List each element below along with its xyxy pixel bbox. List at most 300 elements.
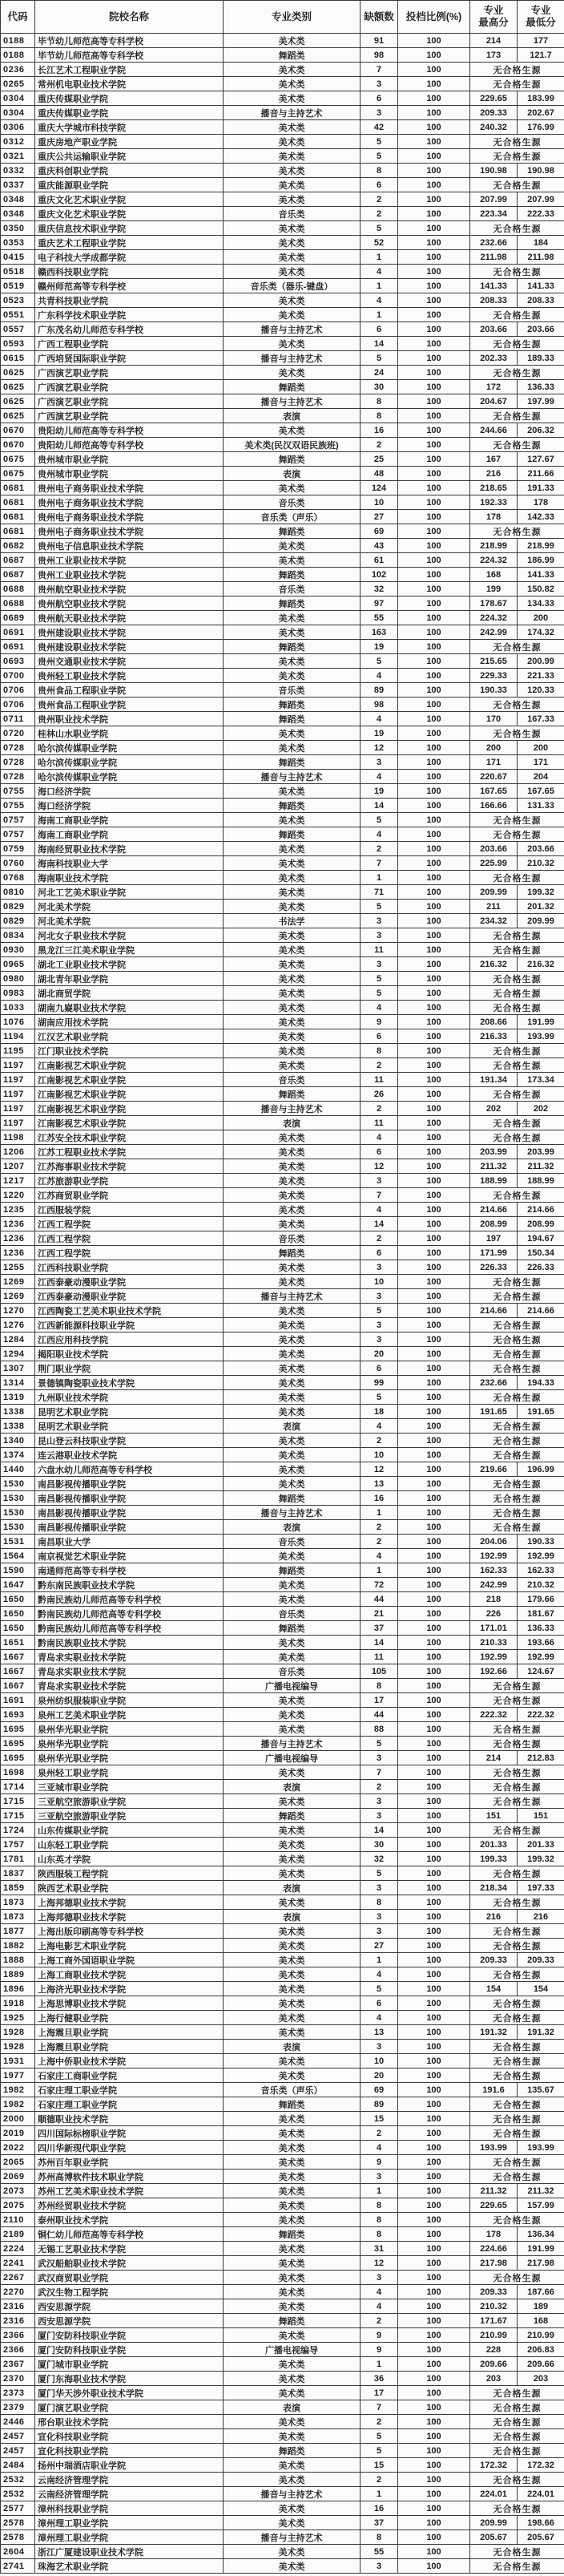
cell-school: 三亚航空旅游职业学院 [35,1809,224,1823]
cell-max-score: 202.33 [470,351,518,366]
cell-code: 0306 [1,120,35,135]
cell-vacancy: 42 [361,120,398,135]
cell-vacancy: 3 [361,1289,398,1304]
table-row [1,2011,564,2025]
cell-school: 六盘水幼儿师范高等专科学校 [35,1462,224,1477]
cell-min-score: 189 [518,2299,564,2314]
table-row [1,1477,564,1491]
cell-category: 美术类 [224,2545,361,2559]
cell-max-score: 207.99 [470,192,518,207]
cell-ratio: 100 [398,2299,470,2314]
cell-ratio: 100 [398,669,470,683]
cell-category: 美术类 [224,813,361,827]
cell-min-score: 212.83 [518,1751,564,1765]
cell-code: 2373 [1,2386,35,2400]
cell-category: 表演 [224,1780,361,1794]
cell-min-score: 191.99 [518,1015,564,1029]
cell-max-score: 168 [470,568,518,582]
table-row [1,928,564,943]
cell-school: 上海电影艺术职业学院 [35,1939,224,1953]
cell-code: 1206 [1,1145,35,1159]
cell-vacancy: 17 [361,1693,398,1708]
cell-max-score: 205.67 [470,2530,518,2545]
cell-max-score: 209.99 [470,885,518,900]
cell-code: 1698 [1,1765,35,1780]
cell-max-score: 192.66 [470,1664,518,1679]
cell-code: 2484 [1,2458,35,2473]
cell-ratio: 100 [398,322,470,337]
cell-max-score: 166.66 [470,799,518,813]
cell-category: 美术类 [224,553,361,568]
table-row [1,34,564,48]
cell-no-qualified-source: 无合格生源 [470,2400,564,2415]
cell-max-score: 224.01 [470,2487,518,2501]
cell-code: 0700 [1,669,35,683]
cell-ratio: 100 [398,1029,470,1044]
cell-max-score: 203 [470,2372,518,2386]
cell-category: 美术类 [224,120,361,135]
cell-no-qualified-source: 无合格生源 [470,1780,564,1794]
cell-code: 0348 [1,207,35,221]
cell-school: 苏州经贸职业技术学院 [35,2198,224,2213]
cell-category: 美术类 [224,2285,361,2299]
cell-vacancy: 7 [361,2400,398,2415]
cell-ratio: 100 [398,279,470,293]
table-row [1,784,564,799]
table-row [1,337,564,351]
cell-category: 表演 [224,1116,361,1130]
cell-code: 0759 [1,842,35,856]
cell-max-score: 226 [470,1607,518,1621]
cell-ratio: 100 [398,568,470,582]
cell-max-score: 226.33 [470,1260,518,1275]
cell-max-score: 216 [470,467,518,481]
cell-vacancy: 13 [361,2025,398,2040]
cell-category: 美术类 [224,669,361,683]
cell-vacancy: 1 [361,1506,398,1520]
cell-min-score: 222.32 [518,1708,564,1722]
cell-school: 广西演艺职业学院 [35,409,224,423]
cell-category: 美术类 [224,1650,361,1664]
cell-vacancy: 27 [361,510,398,524]
cell-max-score: 210.99 [470,2328,518,2343]
cell-vacancy: 30 [361,1838,398,1852]
table-row [1,669,564,683]
cell-ratio: 100 [398,1506,470,1520]
cell-ratio: 100 [398,192,470,207]
cell-max-score: 154 [470,1982,518,1996]
cell-vacancy: 2 [361,207,398,221]
cell-ratio: 100 [398,1462,470,1477]
cell-school: 贵州工业职业技术学院 [35,553,224,568]
cell-min-score: 203.66 [518,842,564,856]
cell-min-score: 208.99 [518,1217,564,1231]
cell-min-score: 211.98 [518,250,564,265]
table-row [1,524,564,539]
cell-vacancy: 14 [361,1217,398,1231]
cell-category: 书法学 [224,914,361,928]
table-row [1,1693,564,1708]
table-row [1,596,564,611]
cell-max-score: 214 [470,34,518,48]
table-row [1,712,564,726]
cell-vacancy: 14 [361,337,398,351]
cell-vacancy: 3 [361,1332,398,1347]
cell-max-score: 223.34 [470,207,518,221]
cell-category: 美术类 [224,2213,361,2227]
cell-category: 舞蹈类 [224,2444,361,2458]
cell-min-score: 206.83 [518,2343,564,2357]
cell-code: 1269 [1,1289,35,1304]
cell-code: 1440 [1,1462,35,1477]
cell-vacancy: 3 [361,914,398,928]
cell-no-qualified-source: 无合格生源 [470,2271,564,2285]
cell-category: 美术类 [224,1347,361,1361]
cell-school: 青岛求实职业技术学院 [35,1650,224,1664]
cell-no-qualified-source: 无合格生源 [470,1347,564,1361]
cell-category: 美术类 [224,2011,361,2025]
table-row [1,236,564,250]
cell-vacancy: 3 [361,1318,398,1332]
cell-code: 2457 [1,2429,35,2444]
cell-code: 0519 [1,279,35,293]
cell-vacancy: 1 [361,2357,398,2372]
cell-ratio: 100 [398,928,470,943]
cell-vacancy: 4 [361,669,398,683]
cell-code: 0681 [1,510,35,524]
cell-code: 0706 [1,698,35,712]
cell-max-score: 192.33 [470,495,518,510]
cell-school: 漳州理工职业学院 [35,2530,224,2545]
cell-vacancy: 89 [361,683,398,698]
cell-code: 0768 [1,871,35,885]
cell-code: 1338 [1,1419,35,1434]
cell-vacancy: 4 [361,1001,398,1015]
cell-category: 播音与主持艺术 [224,322,361,337]
cell-school: 上海邦德职业技术学院 [35,1910,224,1924]
cell-ratio: 100 [398,1650,470,1664]
cell-code: 1314 [1,1376,35,1390]
cell-school: 广西培贤国际职业学院 [35,351,224,366]
cell-code: 1197 [1,1073,35,1087]
cell-ratio: 100 [398,2227,470,2242]
cell-category: 美术类 [224,2372,361,2386]
table-row [1,2068,564,2083]
cell-min-score: 198.66 [518,2516,564,2530]
cell-vacancy: 16 [361,2501,398,2516]
cell-ratio: 100 [398,842,470,856]
cell-code: 1667 [1,1664,35,1679]
cell-school: 湖北商贸学院 [35,986,224,1001]
cell-max-score: 203.99 [470,1145,518,1159]
cell-category: 美术类 [224,1188,361,1203]
cell-vacancy: 3 [361,2040,398,2054]
cell-category: 美术类 [224,164,361,178]
table-row [1,856,564,871]
table-row [1,438,564,452]
cell-vacancy: 10 [361,1448,398,1462]
table-row [1,654,564,669]
cell-school: 哈尔滨传媒职业学院 [35,741,224,755]
cell-max-score: 178.67 [470,596,518,611]
cell-school: 重庆信息技术职业学院 [35,221,224,236]
cell-ratio: 100 [398,726,470,741]
cell-category: 音乐类 [224,1231,361,1246]
cell-vacancy: 1 [361,279,398,293]
cell-ratio: 100 [398,524,470,539]
cell-no-qualified-source: 无合格生源 [470,871,564,885]
cell-code: 2604 [1,2545,35,2559]
cell-min-score: 190.98 [518,164,564,178]
cell-code: 1294 [1,1347,35,1361]
cell-ratio: 100 [398,409,470,423]
cell-vacancy: 7 [361,1765,398,1780]
cell-vacancy: 3 [361,2271,398,2285]
cell-vacancy: 21 [361,1607,398,1621]
cell-category: 美术类 [224,337,361,351]
cell-code: 1197 [1,1087,35,1102]
cell-category: 美术类 [224,2357,361,2372]
cell-max-score: 224.66 [470,2242,518,2256]
cell-school: 宣化科技职业学院 [35,2429,224,2444]
cell-school: 昆明艺术职业学院 [35,1419,224,1434]
cell-ratio: 100 [398,596,470,611]
cell-school: 泉州华光职业学院 [35,1722,224,1737]
cell-no-qualified-source: 无合格生源 [470,1434,564,1448]
table-row [1,1607,564,1621]
cell-code: 1530 [1,1477,35,1491]
cell-max-score: 216.32 [470,957,518,972]
cell-vacancy: 3 [361,1260,398,1275]
cell-vacancy: 7 [361,63,398,77]
cell-school: 南昌影视传播职业学院 [35,1520,224,1535]
cell-min-score: 120.33 [518,683,564,698]
cell-code: 0681 [1,495,35,510]
table-row [1,1159,564,1174]
cell-code: 1650 [1,1607,35,1621]
cell-code: 1276 [1,1318,35,1332]
cell-category: 美术类 [224,366,361,380]
table-row [1,1231,564,1246]
cell-school: 南昌影视传播职业学院 [35,1506,224,1520]
cell-school: 河北女子职业技术学院 [35,928,224,943]
cell-min-score: 197.99 [518,394,564,409]
cell-category: 美术类 [224,221,361,236]
table-body [1,34,564,2574]
cell-code: 0757 [1,813,35,827]
cell-school: 上海邦德职业技术学院 [35,1895,224,1910]
cell-no-qualified-source: 无合格生源 [470,1188,564,1203]
cell-max-score: 204.06 [470,1535,518,1549]
cell-no-qualified-source: 无合格生源 [470,1332,564,1347]
cell-vacancy: 4 [361,827,398,842]
cell-code: 1877 [1,1924,35,1939]
cell-school: 江西应用科技学院 [35,1332,224,1347]
cell-ratio: 100 [398,423,470,438]
cell-ratio: 100 [398,1390,470,1405]
table-row [1,1462,564,1477]
cell-code: 0720 [1,726,35,741]
cell-ratio: 100 [398,135,470,149]
cell-vacancy: 3 [361,2559,398,2574]
cell-school: 苏州工艺美术职业技术学院 [35,2184,224,2198]
cell-ratio: 100 [398,1318,470,1332]
cell-ratio: 100 [398,34,470,48]
cell-vacancy: 9 [361,2343,398,2357]
cell-category: 美术类 [224,149,361,164]
cell-vacancy: 5 [361,1866,398,1881]
cell-vacancy: 12 [361,2256,398,2271]
cell-vacancy: 99 [361,1376,398,1390]
cell-max-score: 171.67 [470,2314,518,2328]
cell-vacancy: 2 [361,2473,398,2487]
cell-school: 上海震旦职业学院 [35,2025,224,2040]
cell-min-score: 192.99 [518,1549,564,1563]
cell-code: 0980 [1,972,35,986]
cell-ratio: 100 [398,2040,470,2054]
cell-min-score: 207.99 [518,192,564,207]
cell-vacancy: 1 [361,2184,398,2198]
cell-min-score: 191.32 [518,2025,564,2040]
cell-max-score: 191.6 [470,2083,518,2097]
cell-min-score: 131.33 [518,799,564,813]
cell-code: 0312 [1,135,35,149]
table-row [1,1015,564,1029]
table-row [1,1621,564,1636]
cell-code: 0304 [1,91,35,106]
cell-vacancy: 10 [361,495,398,510]
cell-school: 石家庄理工职业学院 [35,2083,224,2097]
cell-max-score: 188.99 [470,1174,518,1188]
cell-school: 贵州电子商务职业技术学院 [35,495,224,510]
cell-school: 山东轻工职业学院 [35,1838,224,1852]
cell-vacancy: 30 [361,380,398,394]
table-row [1,813,564,827]
cell-school: 上海震旦职业学院 [35,2040,224,2054]
cell-no-qualified-source: 无合格生源 [470,77,564,91]
cell-school: 三亚城市职业学院 [35,1780,224,1794]
cell-category: 表演 [224,1910,361,1924]
cell-ratio: 100 [398,957,470,972]
cell-code: 1195 [1,1044,35,1058]
cell-no-qualified-source: 无合格生源 [470,1448,564,1462]
cell-max-score: 228 [470,2343,518,2357]
cell-ratio: 100 [398,1751,470,1765]
cell-vacancy: 3 [361,1174,398,1188]
cell-code: 1837 [1,1866,35,1881]
cell-no-qualified-source: 无合格生源 [470,149,564,164]
table-row [1,972,564,986]
cell-code: 0688 [1,596,35,611]
cell-category: 美术类 [224,1361,361,1376]
cell-category: 表演 [224,2400,361,2415]
table-row [1,293,564,308]
cell-category: 美术类 [224,1029,361,1044]
cell-code: 1217 [1,1174,35,1188]
cell-school: 上海出版印刷高等专科学校 [35,1924,224,1939]
cell-category: 美术类 [224,1405,361,1419]
cell-vacancy: 18 [361,1405,398,1419]
cell-code: 1982 [1,2083,35,2097]
cell-no-qualified-source: 无合格生源 [470,438,564,452]
cell-category: 美术类 [224,2473,361,2487]
cell-school: 毕节幼儿师范高等专科学校 [35,34,224,48]
cell-school: 重庆科创职业学院 [35,164,224,178]
cell-vacancy: 11 [361,943,398,957]
cell-school: 贵州电子商务职业技术学院 [35,510,224,524]
table-row [1,1578,564,1592]
table-row [1,1939,564,1953]
cell-category: 美术类 [224,2386,361,2400]
table-row [1,1174,564,1188]
table-row [1,1794,564,1809]
table-row [1,1852,564,1866]
cell-vacancy: 8 [361,2227,398,2242]
cell-ratio: 100 [398,2372,470,2386]
table-row [1,539,564,553]
cell-vacancy: 89 [361,2097,398,2112]
cell-min-score: 184 [518,236,564,250]
table-row [1,1405,564,1419]
cell-vacancy: 8 [361,409,398,423]
cell-category: 舞蹈类 [224,698,361,712]
cell-school: 昆明艺术职业学院 [35,1405,224,1419]
cell-code: 1781 [1,1852,35,1866]
cell-code: 0711 [1,712,35,726]
table-row [1,986,564,1001]
cell-ratio: 100 [398,1102,470,1116]
cell-school: 上海思博职业技术学院 [35,1996,224,2011]
cell-code: 2073 [1,2184,35,2198]
cell-category: 美术类 [224,1895,361,1910]
cell-max-score: 170 [470,712,518,726]
table-row [1,1780,564,1794]
cell-max-score: 162.33 [470,1563,518,1578]
cell-category: 美术类 [224,1434,361,1448]
cell-max-score: 214.66 [470,1203,518,1217]
cell-category: 音乐类（器乐-键盘） [224,279,361,293]
cell-ratio: 100 [398,2126,470,2141]
cell-min-score: 200 [518,611,564,625]
cell-max-score: 190.98 [470,164,518,178]
table-row [1,1304,564,1318]
table-row [1,698,564,712]
cell-vacancy: 5 [361,900,398,914]
cell-code: 0675 [1,452,35,467]
cell-category: 表演 [224,409,361,423]
cell-category: 美术类 [224,2198,361,2213]
cell-min-score: 151 [518,1809,564,1823]
cell-no-qualified-source: 无合格生源 [470,337,564,351]
cell-code: 1695 [1,1751,35,1765]
cell-code: 1530 [1,1520,35,1535]
cell-ratio: 100 [398,1722,470,1737]
cell-category: 美术类 [224,625,361,640]
cell-code: 1695 [1,1722,35,1737]
cell-school: 珠海艺术职业学院 [35,2559,224,2574]
cell-ratio: 100 [398,914,470,928]
cell-code: 2189 [1,2227,35,2242]
cell-school: 海南工商职业学院 [35,813,224,827]
cell-ratio: 100 [398,1217,470,1231]
cell-vacancy: 7 [361,856,398,871]
cell-code: 0829 [1,914,35,928]
cell-category: 播音与主持艺术 [224,1289,361,1304]
table-row [1,2559,564,2574]
cell-max-score: 167 [470,452,518,467]
cell-category: 美术类 [224,943,361,957]
cell-ratio: 100 [398,351,470,366]
